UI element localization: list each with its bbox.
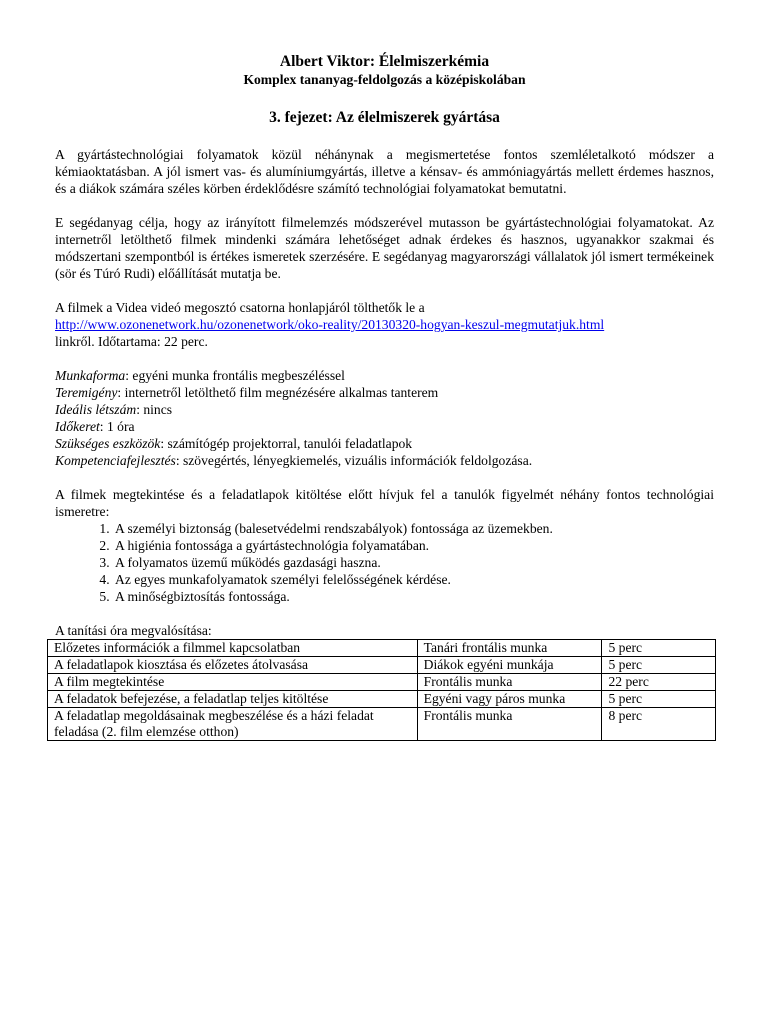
meta-row bbox=[55, 367, 714, 384]
meta-row bbox=[55, 418, 714, 435]
lesson-meta bbox=[55, 367, 714, 469]
table-cell: Előzetes információk a filmmel kapcsolatban bbox=[48, 640, 418, 657]
meta-label: Ideális létszám bbox=[55, 402, 137, 417]
table-cell: 22 perc bbox=[602, 674, 716, 691]
meta-row bbox=[55, 401, 714, 418]
meta-value: : nincs bbox=[136, 402, 173, 417]
table-row bbox=[48, 691, 716, 708]
table-cell: 5 perc bbox=[602, 691, 716, 708]
table-cell: A feladatlap megoldásainak megbeszélése és a házi feladat feladása (2. film elemzése otthon) bbox=[48, 708, 418, 741]
meta-value: : számítógép projektorral, tanulói feladatlapok bbox=[160, 436, 413, 451]
meta-label: Szükséges eszközök bbox=[55, 436, 161, 451]
list-item: 3. A folyamatos üzemű működés gazdasági haszna. bbox=[113, 554, 714, 571]
meta-label: Munkaforma bbox=[55, 368, 126, 383]
table-cell: Diákok egyéni munkája bbox=[417, 657, 602, 674]
table-cell: A film megtekintése bbox=[48, 674, 418, 691]
list-item: 5. A minőségbiztosítás fontossága. bbox=[113, 588, 714, 605]
table-cell: 5 perc bbox=[602, 640, 716, 657]
films-prefix: A filmek a Videa videó megosztó csatorna honlapjáról tölthetők le a bbox=[55, 300, 425, 315]
knowledge-list bbox=[55, 520, 714, 605]
films-link[interactable]: http://www.ozonenetwork.hu/ozonenetwork/oko-reality/20130320-hogyan-keszul-megmutatjuk.html bbox=[55, 317, 605, 332]
meta-value: : egyéni munka frontális megbeszéléssel bbox=[125, 368, 345, 383]
table-cell: Tanári frontális munka bbox=[417, 640, 602, 657]
films-paragraph bbox=[55, 299, 714, 350]
document-title: Albert Viktor: Élelmiszerkémia bbox=[279, 53, 490, 70]
list-item: 4. Az egyes munkafolyamatok személyi felelősségének kérdése. bbox=[113, 571, 714, 588]
meta-value: : 1 óra bbox=[99, 419, 135, 434]
table-row bbox=[48, 657, 716, 674]
meta-row bbox=[55, 384, 714, 401]
lesson-plan-table bbox=[47, 639, 716, 741]
meta-row bbox=[55, 435, 714, 452]
pre-list-paragraph: A filmek megtekintése és a feladatlapok kitöltése előtt hívjuk fel a tanulók figyelmét néhány fontos technológiai ismeretre: bbox=[55, 487, 714, 519]
table-cell: 8 perc bbox=[602, 708, 716, 741]
table-row bbox=[48, 640, 716, 657]
table-row bbox=[48, 674, 716, 691]
table-cell: Frontális munka bbox=[417, 708, 602, 741]
meta-value: : internetről letölthető film megnézésére alkalmas tanterem bbox=[117, 385, 439, 400]
table-cell: A feladatok befejezése, a feladatlap teljes kitöltése bbox=[48, 691, 418, 708]
table-cell: Frontális munka bbox=[417, 674, 602, 691]
meta-label: Teremigény bbox=[55, 385, 118, 400]
meta-row bbox=[55, 452, 714, 469]
films-suffix: linkről. Időtartama: 22 perc. bbox=[55, 334, 208, 349]
meta-value: : szövegértés, lényegkiemelés, vizuális információk feldolgozása. bbox=[175, 453, 533, 468]
meta-label: Kompetenciafejlesztés bbox=[55, 453, 176, 468]
intro-paragraph: A gyártástechnológiai folyamatok közül néhánynak a megismertetése fontos szemléletalkotó módszer a kémiaoktatásban. A jól ismert vas- és alumíniumgyártás, illetve a kénsav- és ammóniagyártás mellett érdemes hasznos, és a diákok számára széles körben érdeklődésre számító technológiai folyamatokat bemutatni. bbox=[55, 147, 714, 196]
table-caption: A tanítási óra megvalósítása: bbox=[55, 623, 212, 638]
table-cell: A feladatlapok kiosztása és előzetes átolvasása bbox=[48, 657, 418, 674]
table-cell: Egyéni vagy páros munka bbox=[417, 691, 602, 708]
chapter-heading: 3. fejezet: Az élelmiszerek gyártása bbox=[269, 109, 500, 126]
table-row bbox=[48, 708, 716, 741]
table-cell: 5 perc bbox=[602, 657, 716, 674]
purpose-paragraph: E segédanyag célja, hogy az irányított filmelemzés módszerével mutasson be gyártástechnológiai folyamatokat. Az internetről letölthető filmek mindenki számára lehetőséget adnak érdekes és hasznos, ugyanakkor szakmai és módszertani szempontból is értékes ismeretek szerzésére. E segédanyag magyarországi vállalatok jól ismert termékeinek (sör és Túró Rudi) előállítását mutatja be. bbox=[55, 215, 714, 281]
list-item: 1. A személyi biztonság (balesetvédelmi rendszabályok) fontossága az üzemekben. bbox=[113, 520, 714, 537]
document-subtitle: Komplex tananyag-feldolgozás a középiskolában bbox=[243, 72, 526, 87]
list-item: 2. A higiénia fontossága a gyártástechnológia folyamatában. bbox=[113, 537, 714, 554]
meta-label: Időkeret bbox=[55, 419, 100, 434]
document-page bbox=[55, 52, 714, 741]
